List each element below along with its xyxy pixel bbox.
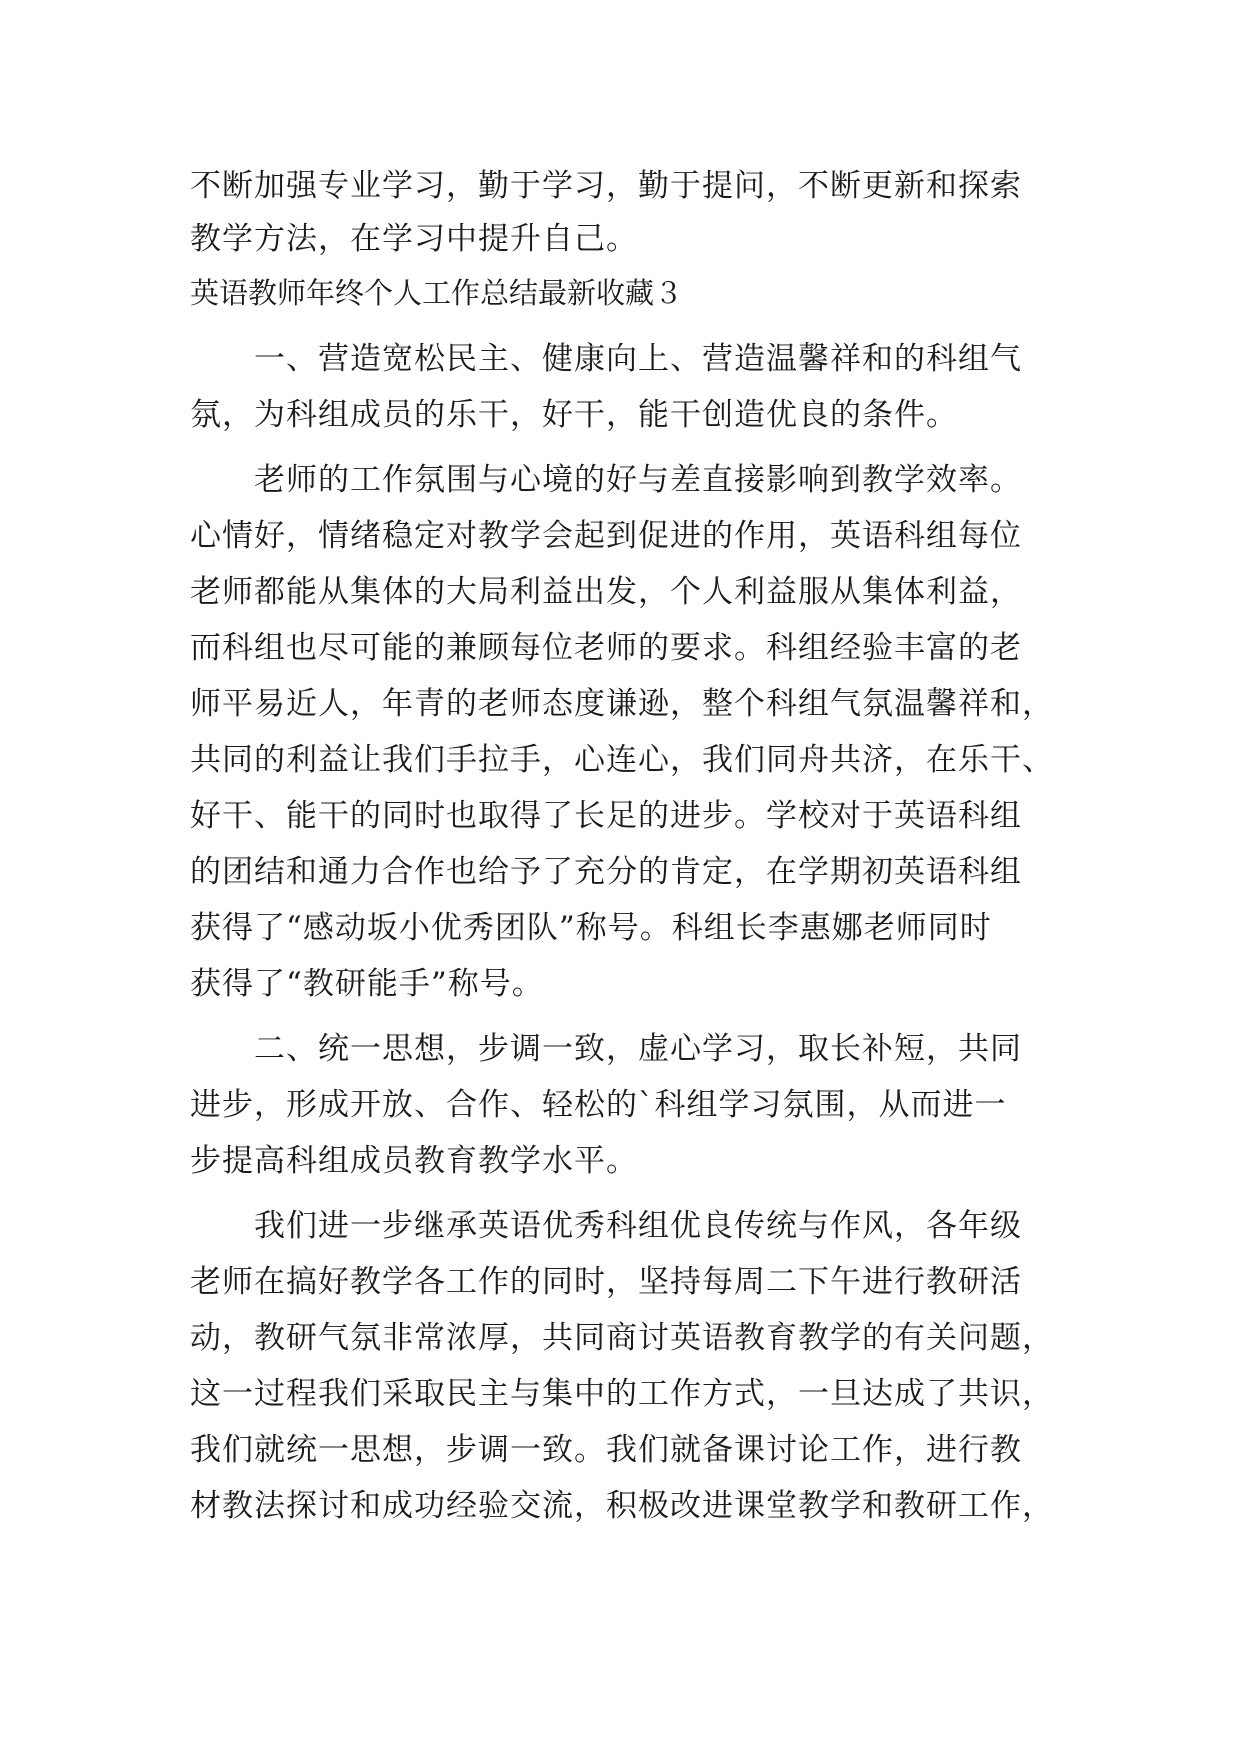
text-line: 老师的工作氛围与心境的好与差直接影响到教学效率。 bbox=[190, 462, 1022, 498]
text-line: 我们就统一思想，步调一致。我们就备课讨论工作，进行教 bbox=[190, 1432, 1022, 1468]
text-line: 共同的利益让我们手拉手，心连心，我们同舟共济，在乐干、 bbox=[190, 742, 1054, 778]
text-line: 不断加强专业学习，勤于学习，勤于提问，不断更新和探索 bbox=[190, 168, 1022, 204]
text-line: 老师都能从集体的大局利益出发，个人利益服从集体利益， bbox=[190, 574, 1022, 610]
text-line: 获得了“感动坂小优秀团队”称号。科组长李惠娜老师同时 bbox=[190, 910, 992, 946]
text-line: 师平易近人，年青的老师态度谦逊，整个科组气氛温馨祥和， bbox=[190, 686, 1054, 722]
text-line: 的团结和通力合作也给予了充分的肯定，在学期初英语科组 bbox=[190, 854, 1022, 890]
text-line: 进步，形成开放、合作、轻松的`科组学习氛围，从而进一 bbox=[190, 1087, 1007, 1123]
text-line: 这一过程我们采取民主与集中的工作方式，一旦达成了共识， bbox=[190, 1376, 1054, 1412]
text-line: 好干、能干的同时也取得了长足的进步。学校对于英语科组 bbox=[190, 798, 1022, 834]
text-line: 一、营造宽松民主、健康向上、营造温馨祥和的科组气 bbox=[190, 341, 1022, 377]
text-line: 二、统一思想，步调一致，虚心学习，取长补短，共同 bbox=[190, 1031, 1022, 1067]
text-line: 获得了“教研能手”称号。 bbox=[190, 966, 544, 1002]
text-line: 而科组也尽可能的兼顾每位老师的要求。科组经验丰富的老 bbox=[190, 630, 1022, 666]
text-line: 教学方法，在学习中提升自己。 bbox=[190, 221, 638, 257]
text-line: 步提高科组成员教育教学水平。 bbox=[190, 1143, 638, 1179]
text-line: 氛，为科组成员的乐干，好干，能干创造优良的条件。 bbox=[190, 397, 958, 433]
text-line: 心情好，情绪稳定对教学会起到促进的作用，英语科组每位 bbox=[190, 518, 1022, 554]
text-line: 我们进一步继承英语优秀科组优良传统与作风，各年级 bbox=[190, 1208, 1022, 1244]
text-line: 材教法探讨和成功经验交流，积极改进课堂教学和教研工作， bbox=[190, 1488, 1054, 1524]
text-line: 老师在搞好教学各工作的同时，坚持每周二下午进行教研活 bbox=[190, 1264, 1022, 1300]
section-title: 英语教师年终个人工作总结最新收藏３ bbox=[190, 276, 684, 310]
text-line: 动，教研气氛非常浓厚，共同商讨英语教育教学的有关问题， bbox=[190, 1320, 1054, 1356]
